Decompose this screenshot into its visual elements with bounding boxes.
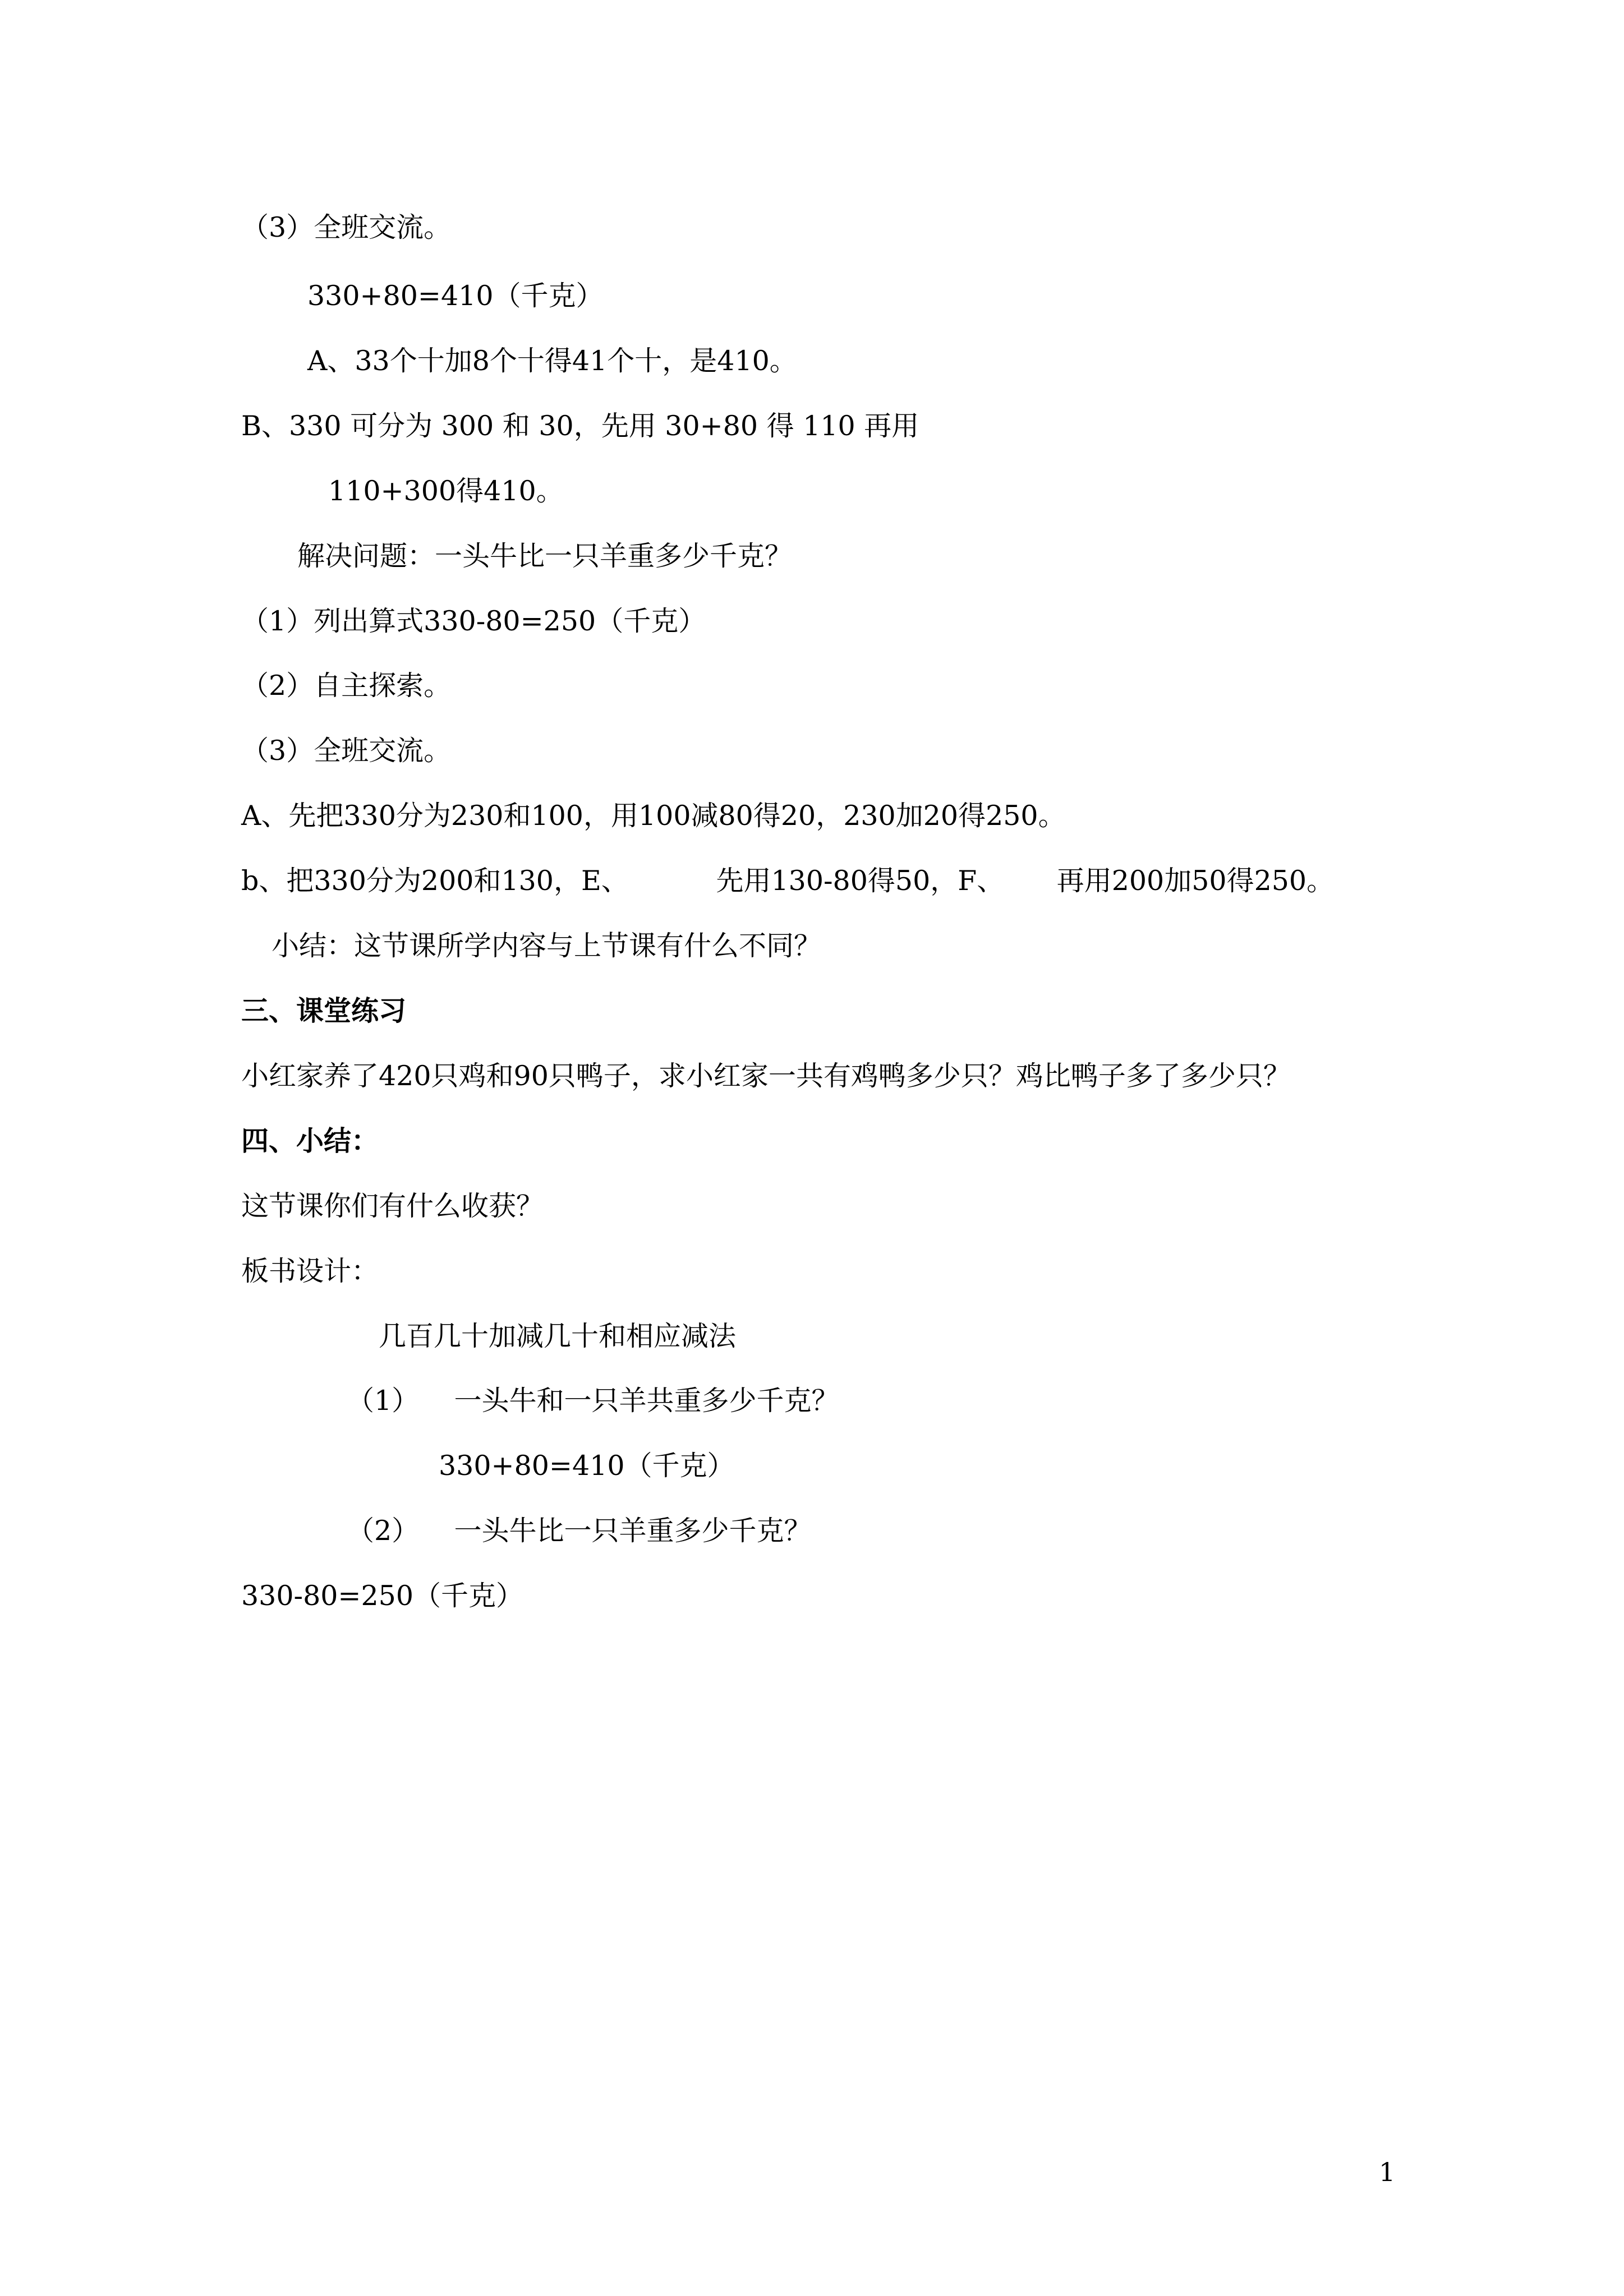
method-b-addition-cont: 110+300得410。 (328, 475, 564, 507)
board-item-1-equation: 330+80=410（千克） (439, 1450, 735, 1482)
step-2-explore: （2）自主探索。 (241, 670, 452, 702)
practice-problem: 小红家养了420只鸡和90只鸭子，求小红家一共有鸡鸭多少只？鸡比鸭子多了多少只？ (241, 1060, 1291, 1092)
summary-question: 小结：这节课所学内容与上节课有什么不同？ (272, 930, 822, 962)
board-item-2-equation: 330-80=250（千克） (241, 1580, 524, 1612)
method-b-addition: B、330 可分为 300 和 30，先用 30+80 得 110 再用 (241, 410, 919, 442)
step-3-class-exchange-2: （3）全班交流。 (241, 735, 452, 767)
section-heading-summary: 四、小结： (241, 1125, 379, 1157)
board-item-1: （1） 一头牛和一只羊共重多少千克？ (347, 1385, 839, 1417)
board-title: 几百几十加减几十和相应减法 (379, 1320, 737, 1352)
board-design-label: 板书设计： (241, 1255, 379, 1287)
step-3-class-exchange: （3）全班交流。 (241, 211, 452, 243)
method-b-subtraction: b、把330分为200和130，E、 先用130-80得50，F、 再用200加50得250。 (241, 865, 1335, 897)
method-a-subtraction: A、先把330分为230和100，用100减80得20，230加20得250。 (241, 800, 1066, 832)
section-heading-practice: 三、课堂练习 (241, 995, 407, 1027)
page-number: 1 (1379, 2157, 1396, 2187)
board-item-2: （2） 一头牛比一只羊重多少千克？ (347, 1515, 812, 1547)
method-a-addition: A、33个十加8个十得41个十，是410。 (307, 345, 797, 377)
step-1-equation: （1）列出算式330-80=250（千克） (241, 605, 706, 637)
addition-equation: 330+80=410（千克） (307, 280, 604, 312)
summary-prompt: 这节课你们有什么收获？ (241, 1190, 544, 1222)
problem-heading: 解决问题：一头牛比一只羊重多少千克？ (297, 540, 793, 572)
